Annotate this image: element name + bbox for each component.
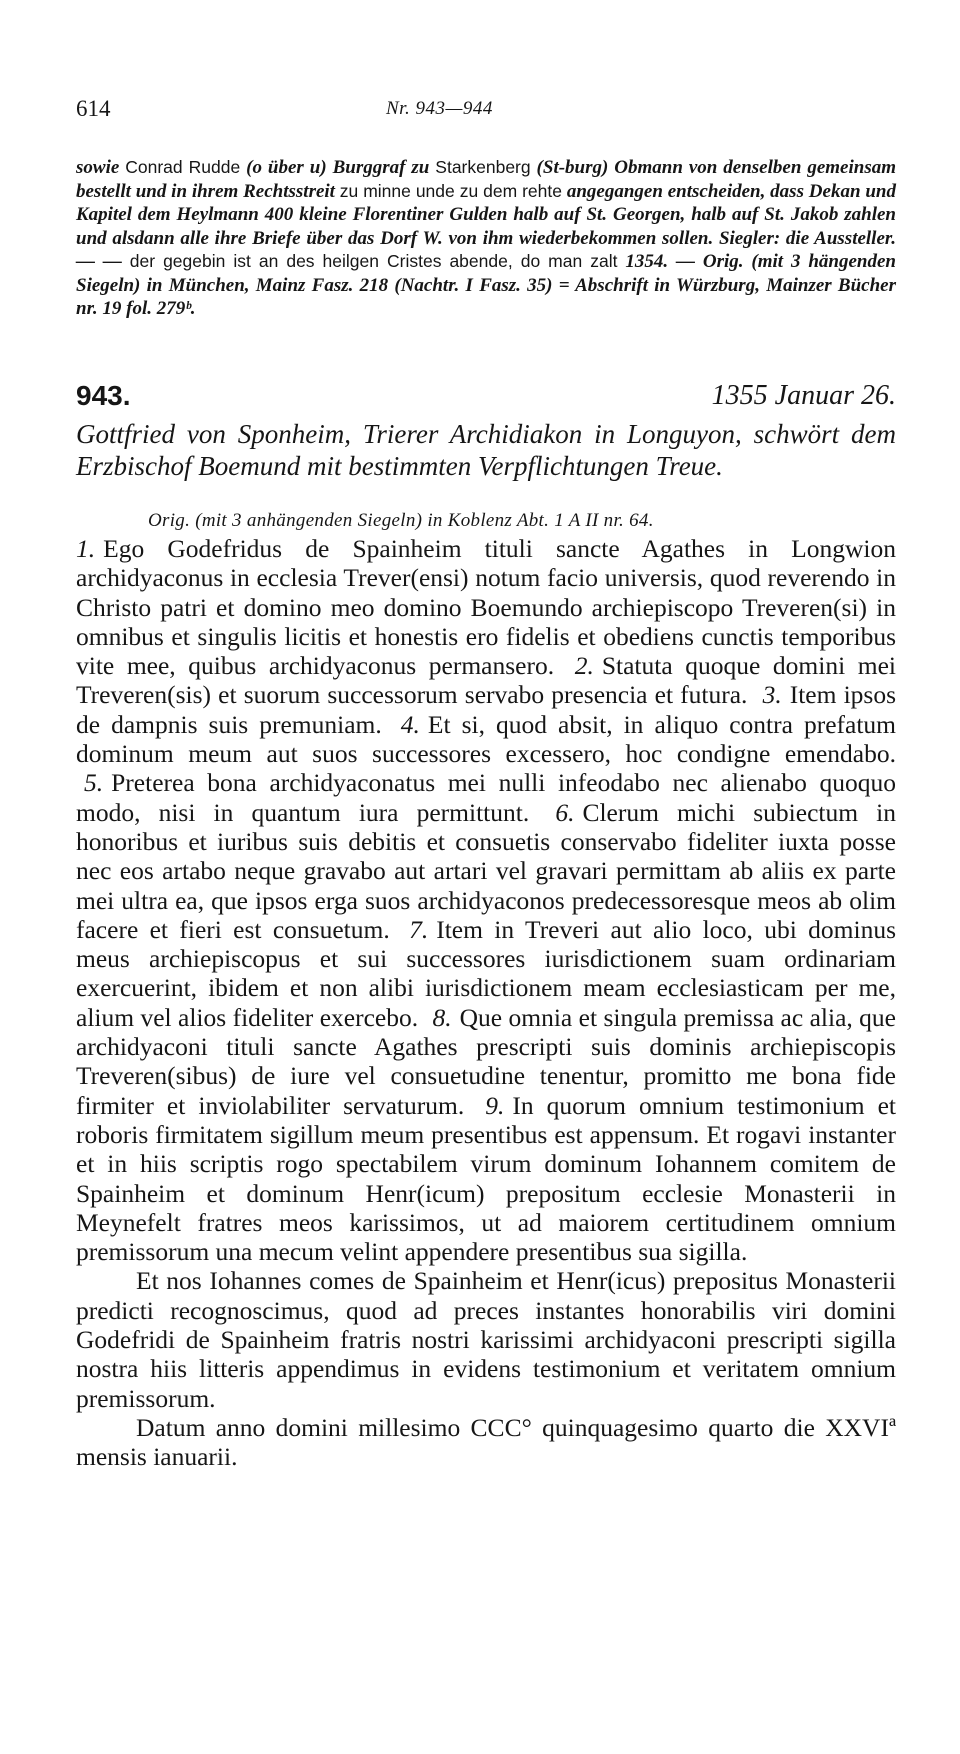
document-body [76,534,896,1472]
document-date: 1355 Januar 26. [711,380,896,411]
running-head: Nr. 943—944 [386,98,493,119]
body-text: Que omnia et singula premissa ac alia, que archidyaconi tituli sancte Agathes prescripti suis dominis archiepiscopis Treveren(sibus) de iure vel consuetudine tenentur, promitto me bona fide firmiter et inviolabiliter servaturum. [76,1002,896,1120]
page-header [76,96,896,136]
document-title: Gottfried von Sponheim, Trierer Archidiakon in Longuyon, schwört dem Erzbischof Boemund mit bestimmten Verpflichtungen Treue. [76,419,896,481]
previous-entry-regest [76,156,896,321]
section-number: 6. [555,797,575,827]
document-number: 943. [76,380,131,411]
regest-text: 1354. — Orig. (mit 3 hängenden Siegeln) in München, Mainz Fasz. 218 (Nachtr. I Fasz. 35) = Abschrift in Würzburg, Mainzer Bücher nr. 19 fol. 279ᵇ. [76,251,896,319]
section-number: 5. [84,768,104,798]
body-text: Ego Godefridus de Spainheim tituli sancte Agathes in Longwion archidyaconus in ecclesia Trever(ensi) notum facio universis, quod reverendo in Christo patri et domino meo domino Boemundo archiepiscopo Treveren(si) in omnibus et singulis licitis et honestis ero fidelis et obediens cunctis temporibus vite mee, quibus archidyaconus permansero. [76,534,896,681]
body-text: Clerum michi subiectum in honoribus et iuribus suis debitis et consuetis conservabo fideliter iuxta posse nec eos artabo neque gravabo aut artari vel gravari permittam ab aliis ex parte mei ultra ea, que ipsos erga suos archidyaconos predecessoresque meos ab olim facere et fieri est consuetum. [76,797,897,944]
section-number: 7. [409,914,429,944]
regest-text: sowie [76,157,126,178]
section-number: 4. [400,709,420,739]
body-text: In quorum omnium testimonium et roboris firmitatem sigillum meum presentibus est appensum. Et rogavi instanter et in hiis scriptis rogo spectabilem virum dominum Iohannem comitem de Spainheim et dominum Henr(icum) prepositum ecclesie Monasterii in Meynefelt fratres meos karissimos, ut ad maiorem certitudinem omnium premissorum una mecum velint appendere presentibus sua sigilla. [76,1090,897,1267]
quoted-text: der gegebin ist an des heilgen Cristes abende, do man zalt [129,251,618,271]
section-number: 2. [574,651,594,681]
quoted-text: Conrad Rudde [125,157,241,177]
regest-text: (o über u) Burggraf zu [240,157,436,178]
section-number: 1. [76,534,96,563]
body-text: Preterea bona archidyaconatus mei nulli infeodabo nec alienabo quoquo modo, nisi in quantum iura permittunt. [76,768,896,827]
regest-text: angegangen entscheiden, dass Dekan und Kapitel dem Heylmann 400 kleine Florentiner Gulden halb auf St. Georgen, halb auf St. Jakob zahlen und alsdann alle ihre Briefe über das Dorf W. von ihm wiederbekommen sollen. Siegler: die Aussteller. — — [76,180,896,272]
body-text: Item ipsos de dampnis suis premuniam. [76,680,896,739]
body-paragraph [76,1413,896,1472]
body-text: Et si, quod absit, in aliquo contra prefatum dominum meum aut suos successores excessero, hoc condigne emendabo. [76,709,896,769]
document-source: Orig. (mit 3 anhängenden Siegeln) in Koblenz Abt. 1 A II nr. 64. [148,510,654,531]
body-paragraph [76,534,896,1266]
quoted-text: zu minne unde zu dem rehte [339,180,562,201]
body-text: Et nos Iohannes comes de Spainheim et Henr(icus) prepositus Monasterii predicti recognoscimus, quod ad preces instantes honorabilis viri domini Godefridi de Spainheim fratris nostri karissimi archidyaconi prescripti sigilla nostra hiis litteris appendimus in evidens testimonium et veritatem omnium premissorum. [76,1266,896,1413]
section-number: 3. [762,680,782,710]
body-text: Item in Treveri aut alio loco, ubi dominus meus archiepiscopus et sui successores iurisdictionem suam ordinariam exercuerint, ibidem et non alibi iurisdictionem meam ecclesiasticam per me, alium vel alios fideliter exercebo. [76,914,896,1032]
body-paragraph [76,1266,896,1412]
body-text: Statuta quoque domini mei Treveren(sis) et suorum successorum servabo presencia et futura. [76,651,897,710]
quoted-text: Starkenberg [435,157,531,177]
body-text: Datum anno domini millesimo CCC° quinquagesimo quarto die XXVIª mensis ianuarii. [76,1412,896,1472]
section-number: 9. [485,1090,505,1120]
regest-text: (St-burg) Obmann von denselben gemeinsam bestellt und in ihrem Rechtsstreit [76,157,896,202]
document-heading [76,380,896,416]
page-number: 614 [76,96,111,121]
section-number: 8. [432,1002,452,1032]
